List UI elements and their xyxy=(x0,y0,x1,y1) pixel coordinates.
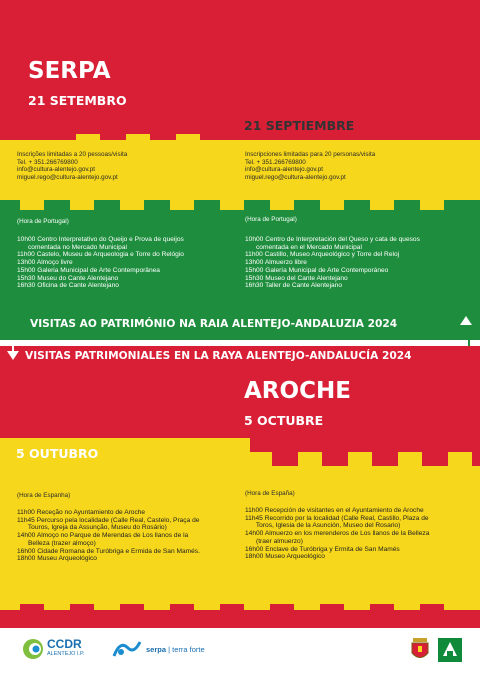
schedule-row: comentada en el Mercado Municipal xyxy=(256,243,362,251)
battlement-merlon xyxy=(320,604,344,612)
schedule-row: 15h30 Museu do Cante Alentejano xyxy=(17,274,119,282)
schedule-row: 18h00 Museo Arqueológico xyxy=(245,553,325,561)
schedule-row: 11h00 Castillo, Museo Arqueológico y Torre del Reloj xyxy=(245,251,400,259)
serpa-name: serpa xyxy=(146,644,167,654)
schedule-row: 13h00 Almoço livre xyxy=(17,259,73,267)
schedule-row: comentada no Mercado Municipal xyxy=(28,243,127,251)
schedule-row: 18h00 Museu Arqueológico xyxy=(17,555,97,563)
schedule-row: 11h00 Receção no Ayuntamiento de Aroche xyxy=(17,509,146,516)
schedule-row: 11h45 Recorrido por la localidad (Calle Real, Castillo, Plaza de xyxy=(245,514,429,522)
battlement-merlon xyxy=(320,196,344,210)
battlement-merlon xyxy=(270,604,294,612)
schedule-row: 11h00 Castelo, Museu de Arqueologia e Torre do Relógio xyxy=(17,251,184,259)
contact-line: info@cultura-alentejo.gov.pt xyxy=(245,166,324,174)
serpa-date-pt: 21 SETEMBRO xyxy=(28,93,127,108)
schedule-row: 15h30 Museo del Cante Alentejano xyxy=(245,274,348,282)
aroche-schedule-es xyxy=(245,507,429,561)
arrow-down-icon xyxy=(6,345,20,361)
battlement-merlon xyxy=(170,604,194,612)
schedule-row: Toros, Iglesia de la Asunción, Museo del Rosario) xyxy=(255,522,401,530)
schedule-row: Belleza (trazer almoço) xyxy=(28,539,96,547)
schedule-row: 11h45 Percurso pela localidade (Calle Real, Castelo, Praça de xyxy=(17,516,200,524)
contact-line: miguel.rego@cultura-alentejo.gov.pt xyxy=(245,173,346,181)
schedule-row: 14h00 Almoço no Parque de Merendas de Los llanos de la xyxy=(17,532,189,540)
battlement-merlon xyxy=(220,196,244,210)
banner-title-pt: VISITAS AO PATRIMÓNIO NA RAIA ALENTEJO-ANDALUZIA 2024 xyxy=(30,318,398,330)
aroche-schedule-pt xyxy=(17,509,200,563)
battlement-merlon xyxy=(270,196,294,210)
bottom-red-band xyxy=(0,610,480,628)
serpa-logo: serpa | terra forte xyxy=(112,638,205,660)
battlement-merlon xyxy=(420,196,444,210)
battlement-merlon xyxy=(170,196,194,210)
schedule-row: 14h00 Almuerzo en los merenderos de Los llanos de la Belleza xyxy=(245,530,430,538)
schedule-row: 16h30 Taller de Cante Alentejano xyxy=(245,282,343,290)
battlement-merlon xyxy=(70,196,94,210)
battlement-merlon xyxy=(220,604,244,612)
battlement-merlon xyxy=(370,196,394,210)
serpa-schedule-pt xyxy=(17,236,184,290)
schedule-row: 15h00 Galería Municipal de Arte Contemporáneo xyxy=(245,266,389,274)
schedule-row: 13h00 Almuerzo libre xyxy=(245,259,307,267)
battlement-merlon xyxy=(20,196,44,210)
contact-line: miguel.rego@cultura-alentejo.gov.pt xyxy=(17,173,118,181)
aroche-title: AROCHE xyxy=(244,378,351,404)
battlement-merlon xyxy=(120,196,144,210)
contact-line: Tel. + 351.266769800 xyxy=(17,158,78,166)
serpa-contact-pt xyxy=(17,151,127,181)
schedule-row: 16h30 Oficina de Cante Alentejano xyxy=(17,282,119,290)
ccdr-logo xyxy=(22,638,85,660)
serpa-contact-es xyxy=(245,151,375,181)
battlement-merlon xyxy=(370,604,394,612)
ccdr-emblem-icon xyxy=(22,638,44,660)
schedule-row: Touros, Igreja da Assunção, Museu do Rosário) xyxy=(27,524,167,532)
schedule-row: 10h00 Centro de Interpretación del Queso y cata de quesos xyxy=(245,236,420,243)
battlement-merlon xyxy=(420,604,444,612)
ccdr-sub: ALENTEJO I.P. xyxy=(47,651,85,657)
schedule-row: 11h00 Recepción de visitantes en el Ayuntamiento de Aroche xyxy=(245,507,424,514)
aroche-date-pt: 5 OUTUBRO xyxy=(16,446,99,461)
schedule-row: (traer almuerzo) xyxy=(256,537,303,545)
battlement-merlon xyxy=(70,604,94,612)
contact-line: Inscrições limitadas a 20 pessoas/visita xyxy=(17,151,128,158)
aroche-timezone-es: (Hora de España) xyxy=(245,490,295,497)
battlement-merlon xyxy=(120,604,144,612)
ccdr-name: CCDR xyxy=(47,637,82,651)
coat-of-arms-icon xyxy=(410,638,430,662)
schedule-row: 16h00 Cidade Romana de Turóbriga e Ermida de San Mamés. xyxy=(17,547,200,555)
aroche-date-es: 5 OCTUBRE xyxy=(244,413,324,428)
schedule-row: 15h00 Galeria Municipal de Arte Contemporânea xyxy=(17,266,160,274)
schedule-row: 16h00 Enclave de Turóbriga y Ermita de San Mamés xyxy=(245,545,400,553)
banner-title-es: VISITAS PATRIMONIALES EN LA RAYA ALENTEJO-ANDALUCÍA 2024 xyxy=(25,350,412,362)
serpa-title: SERPA xyxy=(28,58,111,84)
battlement-merlon xyxy=(20,604,44,612)
schedule-row: 10h00 Centro Interpretativo do Queijo e Prova de queijos xyxy=(17,236,184,243)
contact-line: info@cultura-alentejo.gov.pt xyxy=(17,166,96,174)
contact-line: Tel. + 351.266769800 xyxy=(245,158,306,166)
andalucia-logo-icon xyxy=(438,638,462,662)
serpa-sub: terra forte xyxy=(172,644,205,654)
serpa-schedule-es xyxy=(245,236,420,290)
serpa-emblem-icon xyxy=(112,638,142,660)
aroche-timezone-pt: (Hora de Espanha) xyxy=(17,492,71,499)
serpa-date-es: 21 SEPTIEMBRE xyxy=(244,118,355,133)
serpa-timezone-pt: (Hora de Portugal) xyxy=(17,218,69,225)
contact-line: Inscripciones limitadas para 20 personas/visita xyxy=(245,151,376,158)
serpa-timezone-es: (Hora de Portugal) xyxy=(245,216,297,223)
